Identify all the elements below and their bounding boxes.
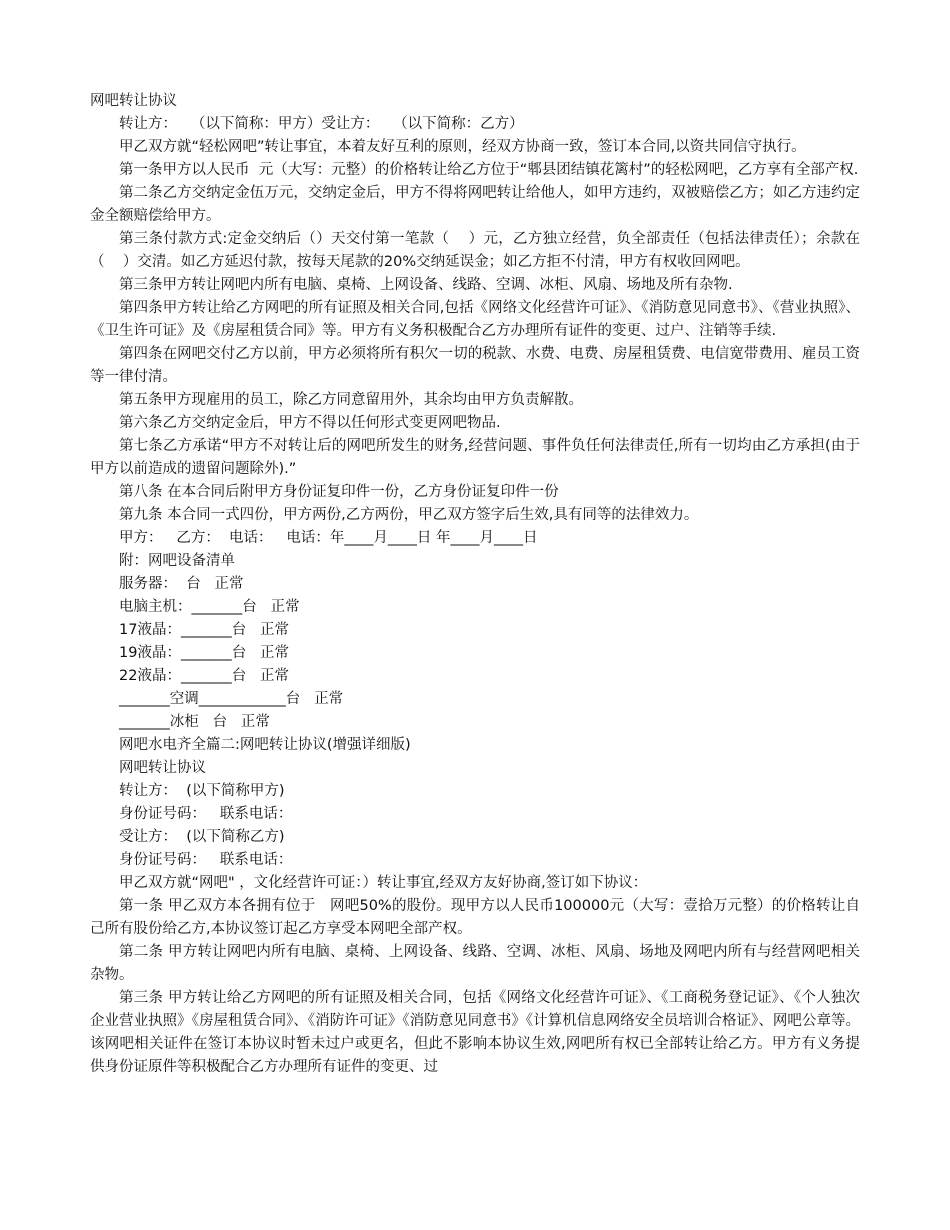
equipment-item: 19液晶：_______台 正常 — [119, 645, 290, 661]
paragraph: 甲乙双方就“网吧" ，文化经营许可证：）转让事宜,经双方友好协商,签订如下协议： — [119, 875, 648, 891]
equipment-item: 17液晶：_______台 正常 — [119, 622, 290, 638]
party-line: 转让方： (以下简称甲方) — [119, 783, 285, 799]
paragraph: 第四条甲方转让给乙方网吧的所有证照及相关合同,包括《网络文化经营许可证》、《消防意见同意书》、《营业执照》、《卫生许可证》及《房屋租赁合同》等。甲方有义务积极配合乙方办理所有证件的变更、过户、注销等手续. — [90, 300, 860, 339]
document-title: 网吧转让协议 — [90, 93, 177, 109]
section-title: 网吧转让协议 — [119, 760, 206, 776]
equipment-item: 电脑主机：_______台 正常 — [119, 599, 300, 615]
equipment-item: _______冰柜 台 正常 — [119, 714, 270, 730]
parties-line: 转让方： （以下简称：甲方）受让方： （以下简称：乙方） — [119, 116, 524, 132]
paragraph: 第八条 在本合同后附甲方身份证复印件一份，乙方身份证复印件一份 — [119, 484, 559, 500]
party-line: 身份证号码： 联系电话： — [119, 852, 293, 868]
party-line: 受让方： (以下简称乙方) — [119, 829, 285, 845]
equipment-item: _______空调____________台 正常 — [119, 691, 344, 707]
paragraph: 第三条甲方转让网吧内所有电脑、桌椅、上网设备、线路、空调、冰柜、风扇、场地及所有杂物. — [119, 277, 733, 293]
paragraph: 第二条乙方交纳定金伍万元，交纳定金后，甲方不得将网吧转让给他人，如甲方违约，双被赔偿乙方；如乙方违约定金全额赔偿给甲方。 — [90, 185, 860, 224]
party-line: 身份证号码： 联系电话： — [119, 806, 293, 822]
paragraph: 第五条甲方现雇用的员工，除乙方同意留用外，其余均由甲方负责解散。 — [119, 392, 583, 408]
paragraph: 第三条 甲方转让给乙方网吧的所有证照及相关合同，包括《网络文化经营许可证》、《工商税务登记证》、《个人独次企业营业执照》《房屋租赁合同》、《消防许可证》《消防意见同意书》《计算机信息网络安全员培训合格证》、网吧公章等。该网吧相关证件在签订本协议时暂未过户或更名，但此不影响本协议生效,网吧所有权已全部转让给乙方。甲方有义务提供身份证原件等积极配合乙方办理所有证件的变更、过 — [90, 990, 860, 1075]
equipment-list-heading: 附：网吧设备清单 — [119, 553, 235, 569]
paragraph: 第二条 甲方转让网吧内所有电脑、桌椅、上网设备、线路、空调、冰柜、风扇、场地及网吧内所有与经营网吧相关杂物。 — [90, 944, 860, 983]
document-page — [90, 90, 860, 1079]
paragraph: 第一条 甲乙双方本各拥有位于 网吧50%的股份。现甲方以人民币100000元（大写：壹拾万元整）的价格转让自己所有股份给乙方,本协议签订起乙方享受本网吧全部产权。 — [90, 898, 860, 937]
paragraph: 第一条甲方以人民币 元（大写：元整）的价格转让给乙方位于“郫县团结镇花篱村”的轻松网吧，乙方享有全部产权. — [119, 162, 859, 178]
paragraph: 第七条乙方承诺“甲方不对转让后的网吧所发生的财务,经营问题、事件负任何法律责任,所有一切均由乙方承担(由于甲方以前造成的遗留问题除外).” — [90, 438, 860, 477]
section-heading: 网吧水电齐全篇二:网吧转让协议(增强详细版) — [119, 737, 411, 753]
paragraph: 甲乙双方就“轻松网吧”转让事宜，本着友好互利的原则，经双方协商一致，签订本合同,以资共同信守执行。 — [119, 139, 806, 155]
equipment-item: 服务器： 台 正常 — [119, 576, 244, 592]
paragraph: 第六条乙方交纳定金后，甲方不得以任何形式变更网吧物品. — [119, 415, 501, 431]
paragraph: 第四条在网吧交付乙方以前，甲方必须将所有积欠一切的税款、水费、电费、房屋租赁费、电信宽带费用、雇员工资等一律付清。 — [90, 346, 860, 385]
paragraph: 第九条 本合同一式四份，甲方两份,乙方两份，甲乙双方签字后生效,具有同等的法律效力。 — [119, 507, 699, 523]
signature-line: 甲方： 乙方： 电话： 电话：年____月____日 年____月____日 — [119, 530, 538, 546]
paragraph: 第三条付款方式:定金交纳后（）天交付第一笔款（ ）元，乙方独立经营，负全部责任（包括法律责任）；余款在（ ）交清。如乙方延迟付款，按每天尾款的20%交纳延误金；如乙方拒不付清，甲方有权收回网吧。 — [90, 231, 860, 270]
equipment-item: 22液晶：_______台 正常 — [119, 668, 290, 684]
